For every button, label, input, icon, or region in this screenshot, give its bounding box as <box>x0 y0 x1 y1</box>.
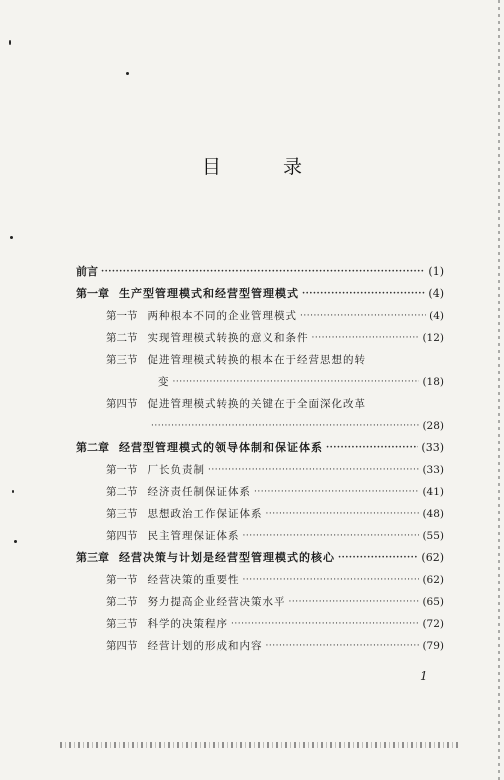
leader-dots <box>266 639 420 653</box>
scan-speck <box>14 540 17 543</box>
toc-entry-number: 第二节 <box>106 332 138 344</box>
scan-speck <box>12 490 14 493</box>
toc-entry-title: 两种根本不同的企业管理模式 <box>147 310 297 322</box>
toc-entry-preface[interactable] <box>76 259 444 279</box>
scan-speck <box>10 236 13 239</box>
toc-page-number: (1) <box>428 265 444 278</box>
toc-entry-number: 第四节 <box>106 640 138 652</box>
toc-entry-title: 厂长负责制 <box>147 464 205 476</box>
toc-page-number: (41) <box>422 486 444 498</box>
toc-entry-number: 第一节 <box>106 574 138 586</box>
leader-dots <box>302 287 425 301</box>
leader-dots <box>338 551 418 565</box>
leader-dots <box>243 529 420 543</box>
toc-entry-section[interactable] <box>76 567 444 587</box>
toc-entry-section[interactable] <box>76 391 444 411</box>
toc-entry-title: 民主管理保证体系 <box>147 530 240 542</box>
toc-entry-section[interactable] <box>76 589 444 609</box>
toc-entry-number: 第三节 <box>106 618 138 630</box>
page-title: 目 录 <box>201 156 331 178</box>
toc-page-number: (33) <box>422 464 444 476</box>
toc-page-number: (4) <box>428 287 444 300</box>
toc-entry-continuation[interactable] <box>76 369 444 389</box>
page-folio-number: 1 <box>420 669 428 683</box>
toc-entry-chapter-3[interactable] <box>76 545 444 565</box>
scan-speck <box>126 72 129 75</box>
toc-entry-title: 经营决策的重要性 <box>147 574 240 586</box>
leader-dots <box>208 463 419 477</box>
toc-entry-title: 促进管理模式转换的根本在于经营思想的转 <box>147 354 366 366</box>
leader-dots <box>231 617 419 631</box>
toc-entry-number: 第三节 <box>106 508 138 520</box>
toc-entry-number: 第二章 <box>76 441 109 454</box>
leader-dots <box>254 485 419 499</box>
leader-dots <box>266 507 420 521</box>
leader-dots <box>300 309 426 323</box>
scan-bottom-noise <box>60 742 460 748</box>
toc-entry-number: 第三章 <box>76 551 109 564</box>
toc-entry-section[interactable] <box>76 633 444 653</box>
toc-page-number: (18) <box>422 376 444 388</box>
toc-entry-continuation[interactable] <box>76 413 444 433</box>
leader-dots <box>243 573 420 587</box>
toc-entry-number: 第一章 <box>76 287 109 300</box>
toc-page-number: (62) <box>422 574 444 586</box>
toc-page-number: (65) <box>422 596 444 608</box>
toc-entry-section[interactable] <box>76 479 444 499</box>
toc-page-number: (55) <box>422 530 444 542</box>
leader-dots <box>326 441 418 455</box>
toc-entry-section[interactable] <box>76 325 444 345</box>
toc-entry-chapter-1[interactable] <box>76 281 444 301</box>
toc-entry-section[interactable] <box>76 611 444 631</box>
toc-entry-section[interactable] <box>76 457 444 477</box>
toc-entry-title: 变 <box>158 376 170 388</box>
toc-page-number: (12) <box>422 332 444 344</box>
toc-entry-section[interactable] <box>76 501 444 521</box>
toc-entry-number: 第二节 <box>106 596 138 608</box>
toc-page-number: (28) <box>422 420 444 432</box>
leader-dots <box>173 375 420 389</box>
toc-entry-title: 思想政治工作保证体系 <box>147 508 263 520</box>
toc-entry-title: 促进管理模式转换的关键在于全面深化改革 <box>147 398 366 410</box>
toc-entry-section[interactable] <box>76 347 444 367</box>
toc-page-number: (62) <box>421 551 444 564</box>
toc-entry-chapter-2[interactable] <box>76 435 444 455</box>
leader-dots <box>151 419 419 433</box>
toc-page-number: (48) <box>422 508 444 520</box>
leader-dots <box>312 331 420 345</box>
toc-entry-number: 第二节 <box>106 486 138 498</box>
toc-entry-title: 经营决策与计划是经营型管理模式的核心 <box>119 551 335 564</box>
toc-entry-title: 实现管理模式转换的意义和条件 <box>147 332 309 344</box>
toc-page-number: (72) <box>422 618 444 630</box>
toc-page-number: (4) <box>429 310 444 322</box>
toc-entry-title: 经营计划的形成和内容 <box>147 640 263 652</box>
toc-page-number: (79) <box>422 640 444 652</box>
toc-entry-title: 经济责任制保证体系 <box>147 486 251 498</box>
scan-edge-noise <box>498 0 500 780</box>
toc-entry-number: 前言 <box>76 265 98 278</box>
toc-entry-title: 生产型管理模式和经营型管理模式 <box>119 287 299 300</box>
leader-dots <box>101 265 425 279</box>
toc-entry-title: 努力提高企业经营决策水平 <box>147 596 286 608</box>
scan-speck <box>9 40 11 45</box>
toc-entry-title: 经营型管理模式的领导体制和保证体系 <box>119 441 323 454</box>
toc-entry-number: 第四节 <box>106 398 138 410</box>
toc-entry-section[interactable] <box>76 523 444 543</box>
toc-entry-number: 第一节 <box>106 464 138 476</box>
toc-entry-section[interactable] <box>76 303 444 323</box>
toc-entry-number: 第三节 <box>106 354 138 366</box>
toc-entry-number: 第一节 <box>106 310 138 322</box>
toc-entry-title: 科学的决策程序 <box>147 618 228 630</box>
toc-entry-number: 第四节 <box>106 530 138 542</box>
toc-page-number: (33) <box>421 441 444 454</box>
leader-dots <box>289 595 420 609</box>
